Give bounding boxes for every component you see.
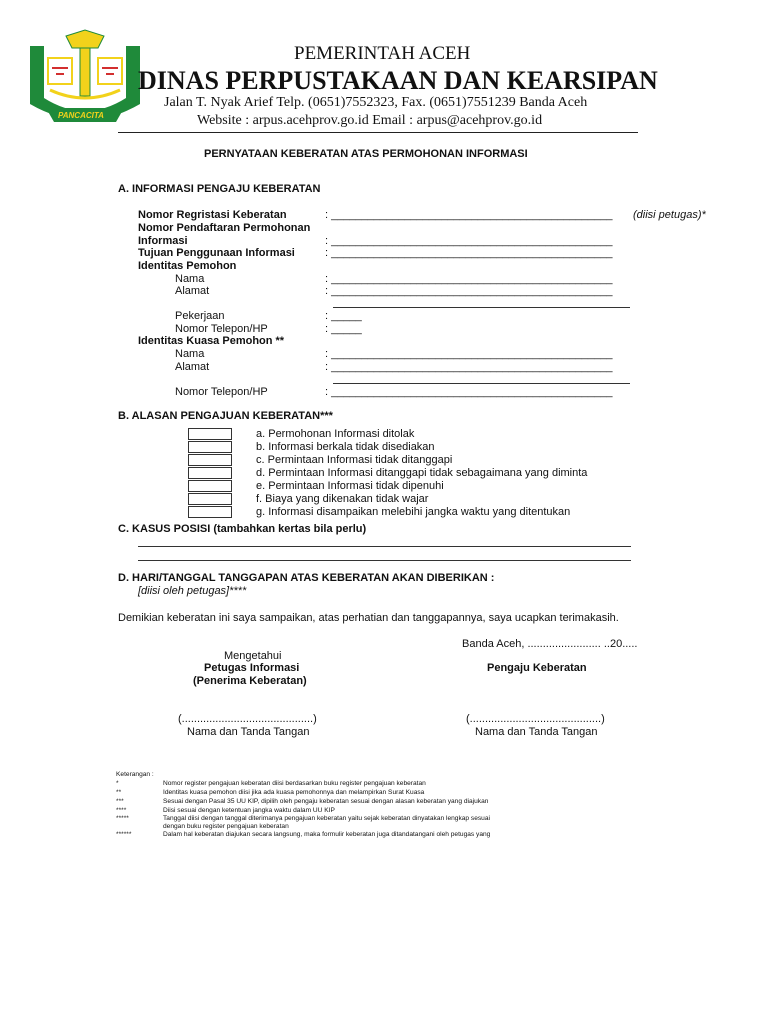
- logo-text: PANCACITA: [58, 111, 104, 120]
- document-title: PERNYATAAN KEBERATAN ATAS PERMOHONAN INFORMASI: [204, 148, 528, 160]
- label-identitas-kuasa: Identitas Kuasa Pemohon **: [138, 335, 285, 347]
- label-identitas-pemohon: Identitas Pemohon: [138, 260, 237, 272]
- petugas-note: (diisi petugas)*: [633, 209, 706, 221]
- header-address: Jalan T. Nyak Arief Telp. (0651)7552323, Fax. (0651)7551239 Banda Aceh: [164, 95, 588, 110]
- note-mark-2: **: [116, 789, 122, 796]
- label-kuasa-nama: Nama: [175, 348, 205, 360]
- reason-e: e. Permintaan Informasi tidak dipenuhi: [256, 480, 444, 492]
- note-text-5b: dengan buku register pengajuan keberatan: [163, 823, 289, 830]
- field-kuasa-alamat[interactable]: : ______________________________________________: [325, 361, 613, 373]
- field-nomor-registrasi[interactable]: : ______________________________________________: [325, 209, 613, 221]
- reason-checkbox-b[interactable]: [188, 441, 232, 453]
- note-text-4: Diisi sesuai dengan ketentuan jangka waktu dalam UU KIP: [163, 807, 335, 814]
- field-pekerjaan[interactable]: : _____: [325, 310, 362, 322]
- signature-name-left: Nama dan Tanda Tangan: [187, 726, 310, 738]
- label-kuasa-telepon: Nomor Telepon/HP: [175, 386, 268, 398]
- field-alamat-line2[interactable]: [333, 307, 630, 308]
- note-mark-1: *: [116, 780, 119, 787]
- field-nama[interactable]: : ______________________________________________: [325, 273, 613, 285]
- header-government: PEMERINTAH ACEH: [294, 43, 471, 64]
- label-kuasa-alamat: Alamat: [175, 361, 210, 373]
- label-nomor-registrasi: Nomor Regristasi Keberatan: [138, 209, 287, 221]
- signature-dots-left[interactable]: (...........................................): [178, 713, 317, 725]
- reason-c: c. Permintaan Informasi tidak ditanggapi: [256, 454, 453, 466]
- label-nama: Nama: [175, 273, 205, 285]
- label-alamat: Alamat: [175, 285, 210, 297]
- field-kuasa-nama[interactable]: : ______________________________________________: [325, 348, 613, 360]
- field-telepon[interactable]: : _____: [325, 323, 362, 335]
- section-d-note: [diisi oleh petugas]****: [138, 585, 247, 597]
- reason-b: b. Informasi berkala tidak disediakan: [256, 441, 435, 453]
- note-mark-6: ******: [116, 831, 132, 838]
- section-c-heading: C. KASUS POSISI (tambahkan kertas bila perlu): [118, 523, 367, 535]
- section-a-heading: A. INFORMASI PENGAJU KEBERATAN: [118, 183, 321, 195]
- reason-checkbox-c[interactable]: [188, 454, 232, 466]
- field-tujuan[interactable]: : ______________________________________________: [325, 247, 613, 259]
- mengetahui-label: Mengetahui: [224, 650, 282, 662]
- kasus-posisi-line-2[interactable]: [138, 560, 631, 561]
- reason-checkbox-g[interactable]: [188, 506, 232, 518]
- label-pekerjaan: Pekerjaan: [175, 310, 225, 322]
- reason-checkbox-e[interactable]: [188, 480, 232, 492]
- reason-checkbox-f[interactable]: [188, 493, 232, 505]
- reason-checkbox-d[interactable]: [188, 467, 232, 479]
- note-mark-5: *****: [116, 815, 129, 822]
- label-nomor-pendaftaran: Nomor Pendaftaran Permohonan: [138, 222, 311, 234]
- place-date: Banda Aceh, ........................ ..20.....: [462, 638, 638, 650]
- note-text-2: Identitas kuasa pemohon diisi jika ada kuasa pemohonnya dan melampirkan Surat Kuasa: [163, 789, 425, 796]
- signature-dots-right[interactable]: (...........................................): [466, 713, 605, 725]
- reason-f: f. Biaya yang dikenakan tidak wajar: [256, 493, 429, 505]
- note-mark-4: ****: [116, 807, 127, 814]
- note-text-1: Nomor register pengajuan keberatan diisi berdasarkan buku register pengajuan keberatan: [163, 780, 426, 787]
- field-kuasa-telepon[interactable]: : ______________________________________________: [325, 386, 613, 398]
- note-mark-3: ***: [116, 798, 124, 805]
- reason-checkbox-a[interactable]: [188, 428, 232, 440]
- note-text-6: Dalam hal keberatan diajukan secara langsung, maka formulir keberatan juga ditandatangani oleh petugas yang: [163, 831, 491, 838]
- reason-g: g. Informasi disampaikan melebihi jangka waktu yang ditentukan: [256, 506, 571, 518]
- kasus-posisi-line-1[interactable]: [138, 546, 631, 547]
- field-kuasa-alamat-line2[interactable]: [333, 383, 630, 384]
- pengaju-label: Pengaju Keberatan: [487, 662, 587, 674]
- label-telepon: Nomor Telepon/HP: [175, 323, 268, 335]
- reason-a: a. Permohonan Informasi ditolak: [256, 428, 415, 440]
- section-b-heading: B. ALASAN PENGAJUAN KEBERATAN***: [118, 410, 333, 422]
- keterangan-heading: Keterangan :: [116, 771, 154, 778]
- closing-statement: Demikian keberatan ini saya sampaikan, atas perhatian dan tanggapannya, saya ucapkan terimakasih.: [118, 612, 619, 624]
- note-text-5: Tanggal diisi dengan tanggal diterimanya pengajuan keberatan yaitu sejak keberatan dinyatakan lengkap sesuai: [163, 815, 490, 822]
- signature-name-right: Nama dan Tanda Tangan: [475, 726, 598, 738]
- header-contact: Website : arpus.acehprov.go.id Email : arpus@acehprov.go.id: [197, 113, 543, 128]
- header-divider: [118, 132, 638, 133]
- header-agency: DINAS PERPUSTAKAAN DAN KEARSIPAN: [138, 66, 658, 95]
- penerima-label: (Penerima Keberatan): [193, 675, 307, 687]
- field-informasi[interactable]: : ______________________________________________: [325, 235, 613, 247]
- reason-d: d. Permintaan Informasi ditanggapi tidak sebagaimana yang diminta: [256, 467, 588, 479]
- petugas-label: Petugas Informasi: [204, 662, 300, 674]
- label-informasi: Informasi: [138, 235, 188, 247]
- note-text-3: Sesuai dengan Pasal 35 UU KIP, dipilih oleh pengaju keberatan sesuai dengan alasan keberatan yang diajukan: [163, 798, 489, 805]
- label-tujuan: Tujuan Penggunaan Informasi: [138, 247, 295, 259]
- section-d-heading: D. HARI/TANGGAL TANGGAPAN ATAS KEBERATAN AKAN DIBERIKAN :: [118, 572, 495, 584]
- field-alamat[interactable]: : ______________________________________________: [325, 285, 613, 297]
